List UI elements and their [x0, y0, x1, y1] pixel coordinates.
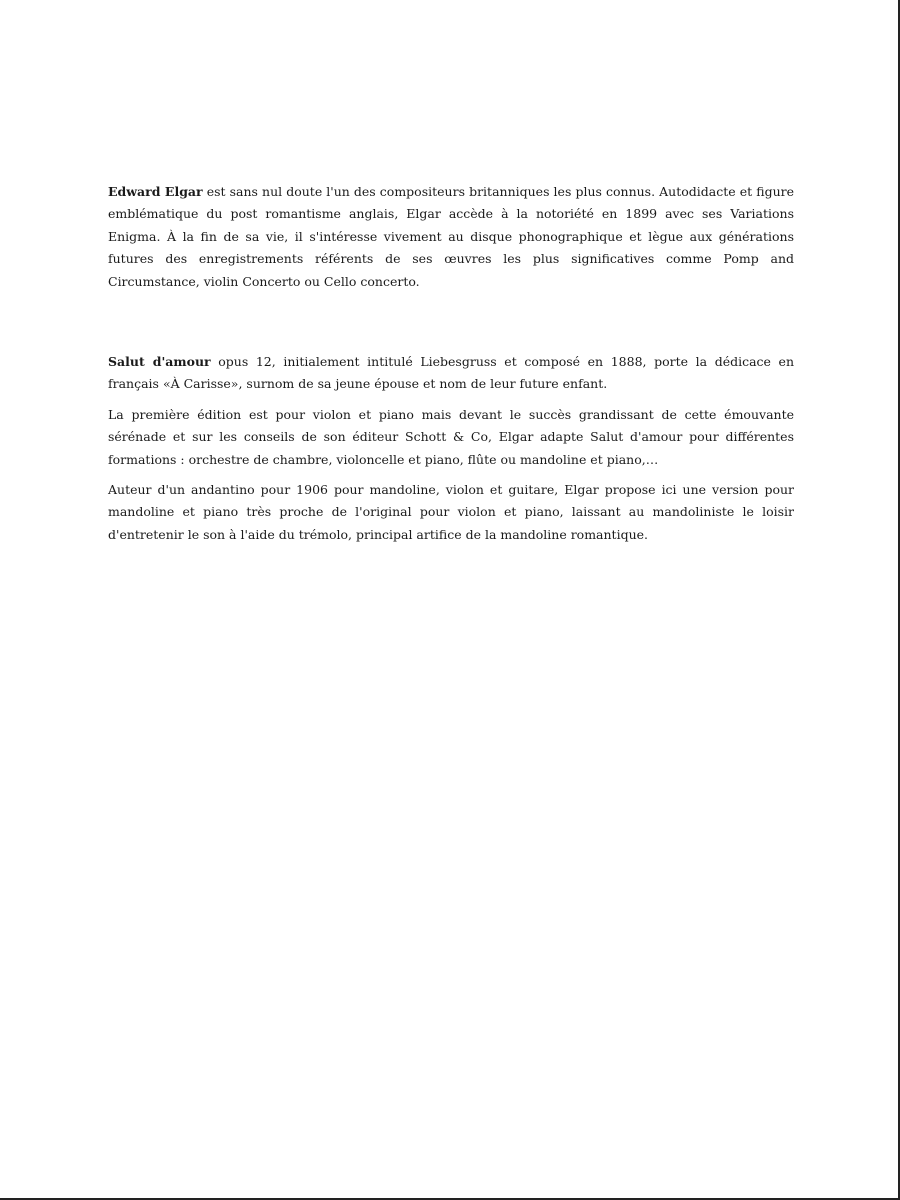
edition-paragraph: La première édition est pour violon et piano mais devant le succès grandissant de cette émouvante sérénade et sur les conseils de son éditeur Schott & Co, Elgar adapte Salut d'amour pour différentes formations : orchestre de chambre, violoncelle et piano, flûte ou mandoline et piano,… [108, 406, 794, 467]
intro-section [108, 181, 794, 301]
intro-paragraph [108, 181, 794, 293]
intro-text: est sans nul doute l'un des compositeurs britanniques les plus connus. Autodidacte et figure emblématique du post romantisme anglais, Elgar accède à la notoriété en 1899 avec ses Variations Enigma. À la fin de sa vie, il s'intéresse vivement au disque phonographique et lègue aux générations futures des enregistrements référents de ses œuvres les plus significatives comme Pomp and Circumstance, violin Concerto ou Cello concerto. [108, 184, 794, 289]
salut-text: opus 12, initialement intitulé Liebesgruss et composé en 1888, porte la dédicace en français «À Carisse», surnom de sa jeune épouse et nom de leur future enfant. [108, 354, 794, 392]
salut-section [108, 351, 794, 554]
mandolin-paragraph: Auteur d'un andantino pour 1906 pour mandoline, violon et guitare, Elgar propose ici une version pour mandoline et piano très proche de l'original pour violon et piano, laissant au mandoliniste le loisir d'entretenir le son à l'aide du trémolo, principal artifice de la mandoline romantique. [108, 482, 794, 542]
salut-paragraph [108, 351, 794, 396]
work-title: Salut d'amour [108, 354, 211, 369]
composer-name: Edward Elgar [108, 184, 203, 199]
